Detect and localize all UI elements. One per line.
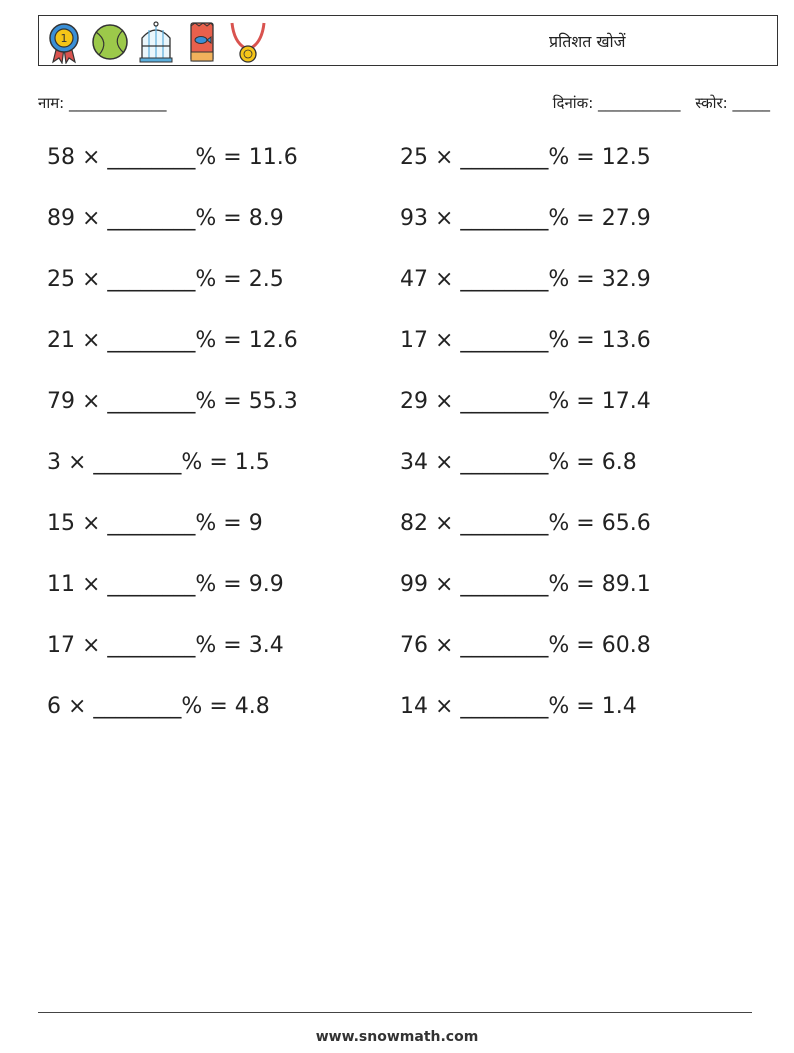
problem: 82 × ________% = 65.6 [400,511,651,536]
problem: 14 × ________% = 1.4 [400,694,637,719]
tennis-ball-icon [91,20,129,64]
problem: 89 × ________% = 8.9 [47,206,284,231]
problem: 11 × ________% = 9.9 [47,572,284,597]
problem: 25 × ________% = 2.5 [47,267,284,292]
worksheet-header [38,15,778,66]
problem: 21 × ________% = 12.6 [47,328,298,353]
problem-row [47,694,767,755]
problem-row [47,633,767,694]
problem: 58 × ________% = 11.6 [47,145,298,170]
problem: 17 × ________% = 3.4 [47,633,284,658]
name-field: नाम: _____________ [38,94,167,112]
problem: 15 × ________% = 9 [47,511,263,536]
award-ribbon-icon [45,20,83,64]
problem-row [47,206,767,267]
icon-strip [45,20,267,64]
problem-row [47,450,767,511]
problem: 79 × ________% = 55.3 [47,389,298,414]
problem-row [47,267,767,328]
birdcage-icon [137,20,175,64]
svg-text:1: 1 [60,32,68,45]
problem-row [47,511,767,572]
problem: 47 × ________% = 32.9 [400,267,651,292]
problem: 93 × ________% = 27.9 [400,206,651,231]
problem: 76 × ________% = 60.8 [400,633,651,658]
problem: 6 × ________% = 4.8 [47,694,270,719]
problem-row [47,328,767,389]
problem-row [47,572,767,633]
date-score-fields [543,93,770,113]
page-title: प्रतिशत खोजें [549,32,626,51]
footer-divider [38,1012,752,1013]
problem: 99 × ________% = 89.1 [400,572,651,597]
medal-icon [229,20,267,64]
problem: 3 × ________% = 1.5 [47,450,270,475]
problem: 29 × ________% = 17.4 [400,389,651,414]
problem: 34 × ________% = 6.8 [400,450,637,475]
problem: 17 × ________% = 13.6 [400,328,651,353]
problem-row [47,389,767,450]
footer-url: www.snowmath.com [315,1029,479,1045]
score-field: स्कोर: _____ [695,94,770,112]
problem-grid [47,145,767,755]
date-field: दिनांक: ___________ [552,94,681,112]
problem-row [47,145,767,206]
problem: 25 × ________% = 12.5 [400,145,651,170]
fish-food-bag-icon [183,20,221,64]
